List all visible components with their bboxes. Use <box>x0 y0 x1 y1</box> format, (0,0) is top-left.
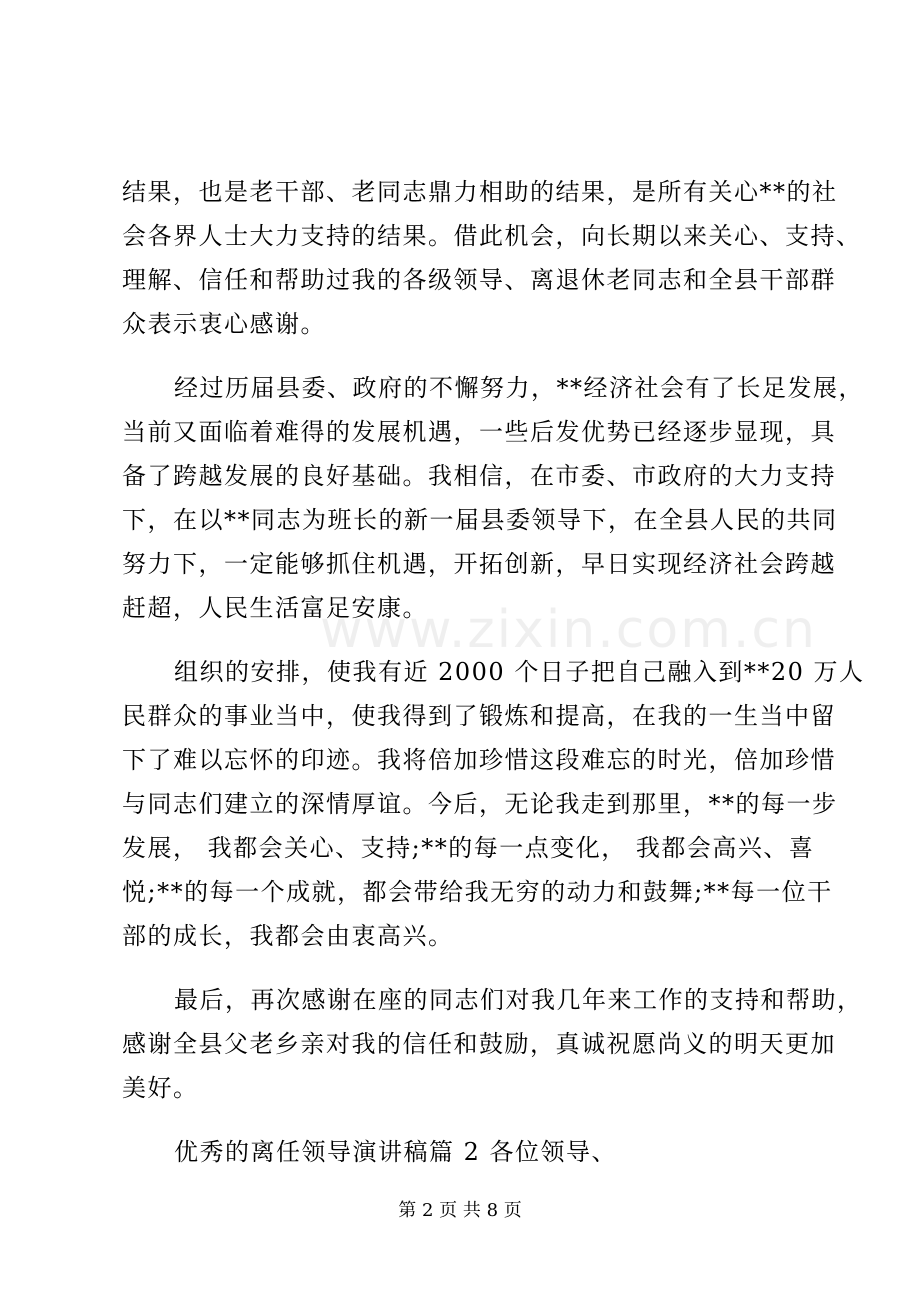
page-footer <box>0 1199 920 1223</box>
text-line: 感谢全县父老乡亲对我的信任和鼓励，真诚祝愿尚义的明天更加 <box>122 1030 836 1058</box>
text-line: 当前又面临着难得的发展机遇，一些后发优势已经逐步显现，具 <box>122 418 836 446</box>
text-line: 备了跨越发展的良好基础。我相信，在市委、市政府的大力支持 <box>122 462 836 490</box>
paragraph-start-line: 最后，再次感谢在座的同志们对我几年来工作的支持和帮助， <box>174 986 863 1014</box>
text-line: 下了难以忘怀的印迹。我将倍加珍惜这段难忘的时光，倍加珍惜 <box>122 746 836 774</box>
text-line: 部的成长，我都会由衷高兴。 <box>122 922 454 950</box>
document-body <box>122 170 865 1174</box>
text-line: 结果，也是老干部、老同志鼎力相助的结果，是所有关心**的社 <box>122 178 838 206</box>
text-line: 理解、信任和帮助过我的各级领导、离退休老同志和全县干部群 <box>122 266 836 294</box>
watermark: www.zixin.com.cn <box>320 600 817 660</box>
paragraph-start-line: 经过历届县委、政府的不懈努力，**经济社会有了长足发展， <box>174 374 864 402</box>
text-line: 发展， 我都会关心、支持;**的每一点变化， 我都会高兴、喜 <box>122 834 815 862</box>
section-heading-line: 优秀的离任领导演讲稿篇 2 各位领导、 <box>174 1138 618 1166</box>
text-line: 下，在以**同志为班长的新一届县委领导下，在全县人民的共同 <box>122 506 838 534</box>
text-line: 赶超，人民生活富足安康。 <box>122 594 428 622</box>
page-number: 第 2 页 共 8 页 <box>398 1200 522 1221</box>
text-line: 与同志们建立的深情厚谊。今后，无论我走到那里，**的每一步 <box>122 790 838 818</box>
text-line: 悦;**的每一个成就，都会带给我无穷的动力和鼓舞;**每一位干 <box>122 878 833 906</box>
text-line: 民群众的事业当中，使我得到了锻炼和提高，在我的一生当中留 <box>122 702 836 730</box>
paragraph-start-line: 组织的安排，使我有近 2000 个日子把自己融入到**20 万人 <box>174 658 865 686</box>
text-line: 美好。 <box>122 1074 199 1102</box>
text-line: 会各界人士大力支持的结果。借此机会，向长期以来关心、支持、 <box>122 222 862 250</box>
text-line: 努力下，一定能够抓住机遇，开拓创新，早日实现经济社会跨越 <box>122 550 836 578</box>
text-line: 众表示衷心感谢。 <box>122 310 326 338</box>
